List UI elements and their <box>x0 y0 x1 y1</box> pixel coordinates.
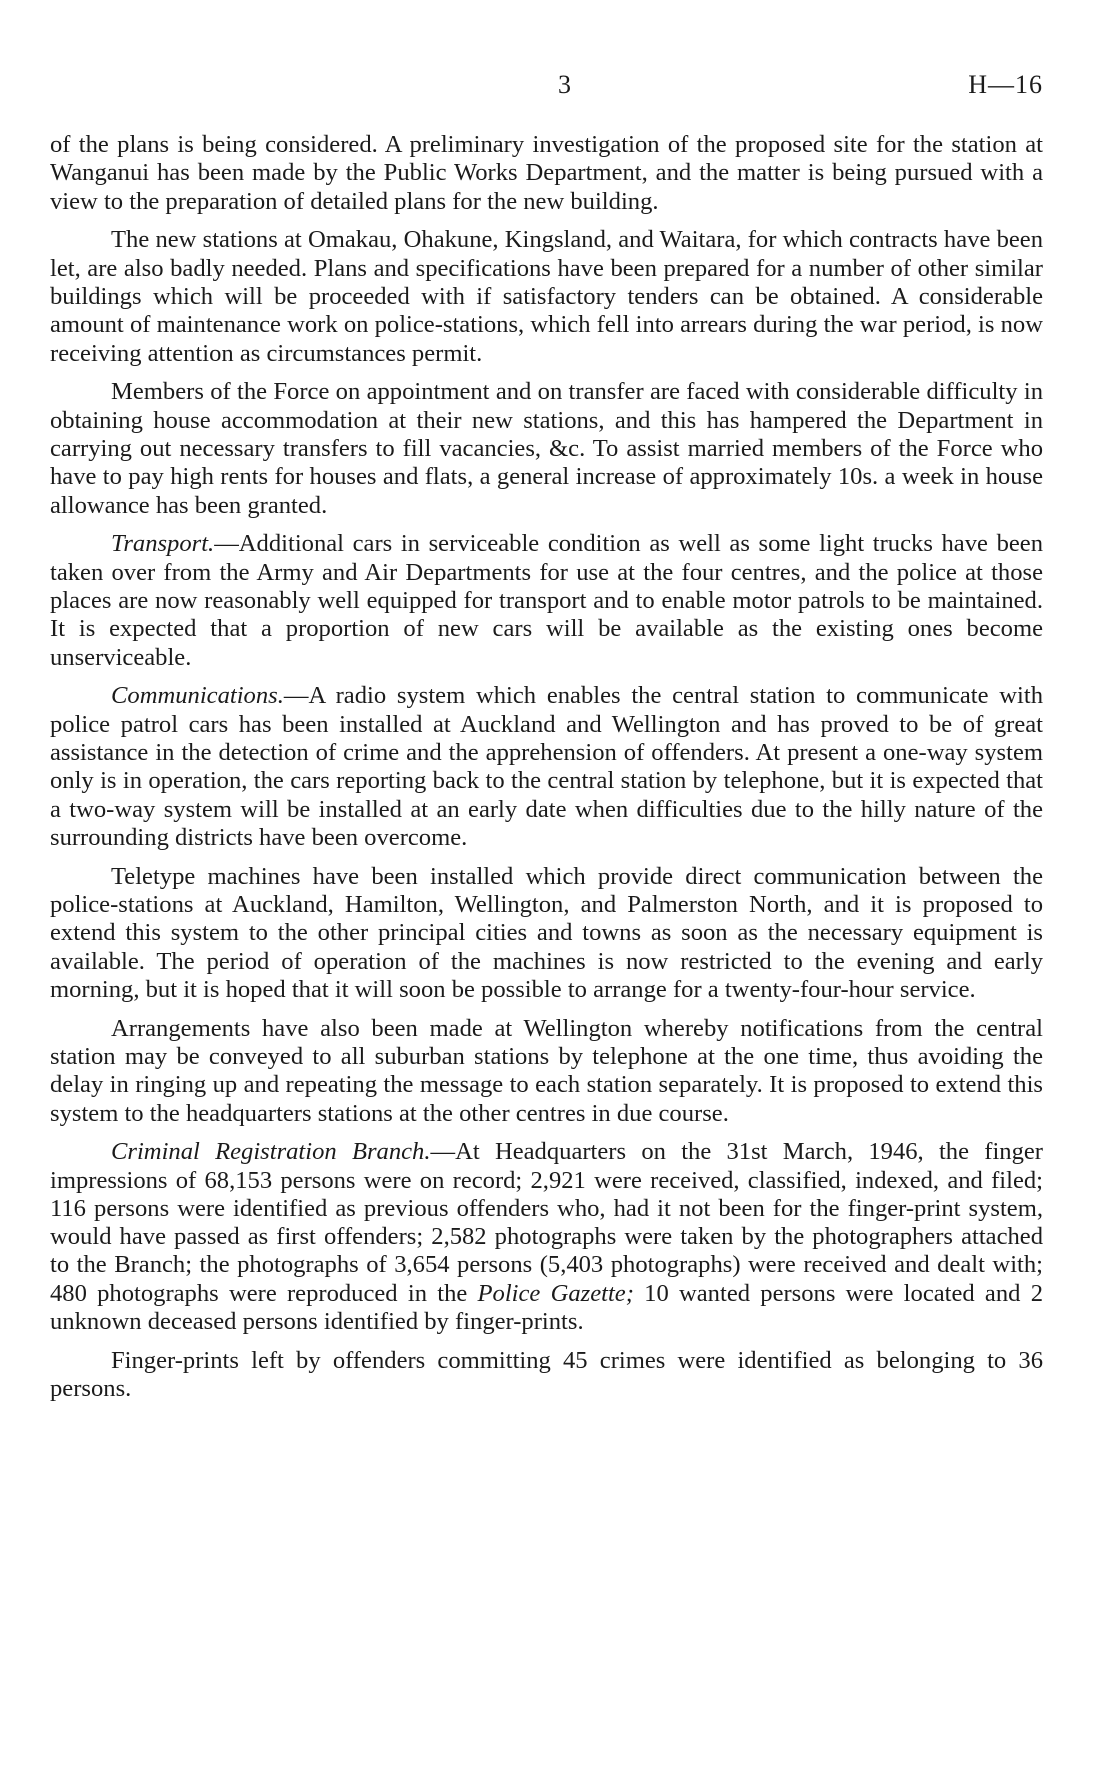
paragraph-text: —Additional cars in serviceable condition as well as some light trucks have been taken over from the Army and Air Departments for use at the four centres, and the police at those places are now reasonably well equipped for transport and to enable motor patrols to be maintained. It is expected that a proportion of new cars will be available as the existing ones become unserviceable. <box>50 530 1043 671</box>
paragraph-transport <box>50 530 1043 671</box>
paragraph-teletype <box>50 863 1043 1004</box>
paragraph-text: —At Headquarters on the 31st March, 1946, the finger impressions of 68,153 persons were on record; 2,921 were received, classified, indexed, and filed; 116 persons were identified as previous offenders who, had it not been for the finger-print system, would have passed as first offenders; 2,582 photographs were taken by the photographers attached to the Branch; the photographs of 3,654 persons (5,403 photographs) were received and dealt with; 480 photographs were reproduced in the <box>50 1138 1043 1307</box>
publication-title: Police Gazette; <box>477 1279 634 1307</box>
paragraph-text: Members of the Force on appointment and on transfer are faced with considerable difficulty in obtaining house accommodation at their new stations, and this has hampered the Department in carrying out necessary transfers to fill vacancies, &c. To assist married members of the Force who have to pay high rents for houses and flats, a general increase of approximately 10s. a week in house allowance has been granted. <box>50 378 1043 519</box>
page-header <box>50 70 1043 104</box>
paragraph-criminal-registration <box>50 1138 1043 1336</box>
paragraph-notifications <box>50 1015 1043 1128</box>
paragraph-new-stations <box>50 226 1043 367</box>
section-heading-communications: Communications. <box>111 682 284 710</box>
paragraph-text: Finger-prints left by offenders committing 45 crimes were identified as belonging to 36 persons. <box>50 1346 1043 1403</box>
paragraph-text: 10 wanted persons were located and 2 unknown deceased persons identified by finger-prints. <box>50 1279 1043 1336</box>
section-heading-transport: Transport. <box>111 530 215 558</box>
paragraph-text: The new stations at Omakau, Ohakune, Kingsland, and Waitara, for which contracts have been let, are also badly needed. Plans and specifications have been prepared for a number of other similar buildings which will be proceeded with if satisfactory tenders can be obtained. A considerable amount of maintenance work on police-stations, which fell into arrears during the war period, is now receiving attention as circumstances permit. <box>50 226 1043 367</box>
paragraph-text: —A radio system which enables the central station to communicate with police patrol cars has been installed at Auckland and Wellington and has proved to be of great assistance in the detection of crime and the apprehension of offenders. At present a one-way system only is in operation, the cars reporting back to the central station by telephone, but it is expected that a two-way system will be installed at an early date when difficulties due to the hilly nature of the surrounding districts have been overcome. <box>50 682 1043 851</box>
paragraph-plans-wanganui <box>50 131 1043 216</box>
paragraph-text: Arrangements have also been made at Wellington whereby notifications from the central station may be conveyed to all suburban stations by telephone at the one time, thus avoiding the delay in ringing up and repeating the message to each station separately. It is proposed to extend this system to the headquarters stations at the other centres in due course. <box>50 1014 1043 1127</box>
paragraph-finger-prints <box>50 1347 1043 1404</box>
paragraph-text: of the plans is being considered. A preliminary investigation of the proposed site for the station at Wanganui has been made by the Public Works Department, and the matter is being pursued with a view to the preparation of detailed plans for the new building. <box>50 131 1043 215</box>
paragraph-communications <box>50 682 1043 852</box>
page-number: 3 <box>558 70 571 99</box>
paragraph-house-allowance <box>50 378 1043 519</box>
section-heading-criminal-registration: Criminal Registration Branch. <box>111 1138 431 1166</box>
document-reference: H—16 <box>968 70 1043 99</box>
paragraph-text: Teletype machines have been installed which provide direct communication between the police-stations at Auckland, Hamilton, Wellington, and Palmerston North, and it is proposed to extend this system to the other principal cities and towns as soon as the necessary equipment is available. The period of operation of the machines is now restricted to the evening and early morning, but it is hoped that it will soon be possible to arrange for a twenty-four-hour service. <box>50 862 1043 1003</box>
body-text <box>50 131 1043 1414</box>
